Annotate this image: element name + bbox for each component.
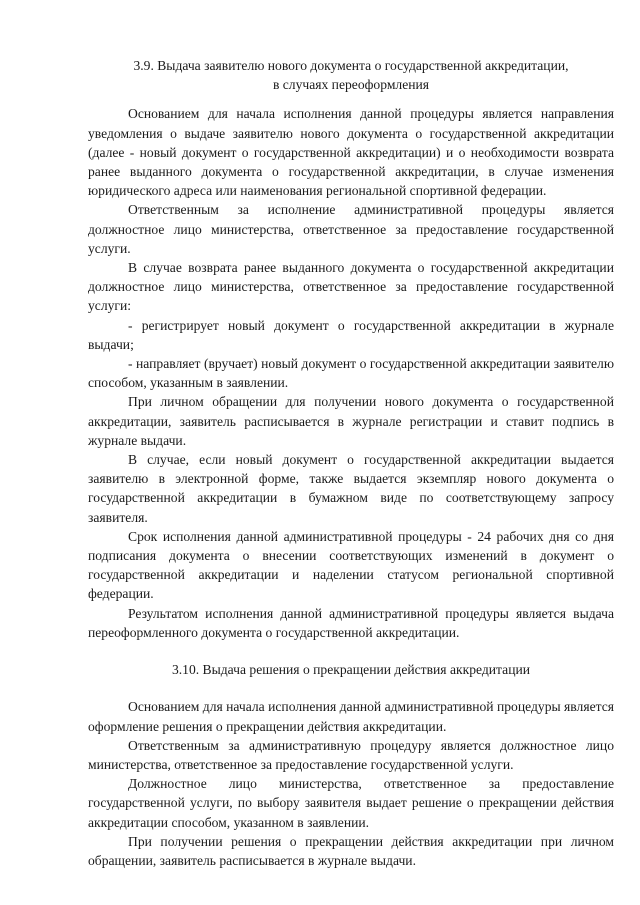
section-heading-3-9 [88, 56, 614, 94]
paragraph: В случае, если новый документ о государственной аккредитации выдается заявителю в электронной форме, также выдается экземпляр нового документа о государственной аккредитации в бумажном виде по соответствующему запросу заявителя. [88, 452, 614, 525]
paragraph: В случае возврата ранее выданного документа о государственной аккредитации должностное лицо министерства, ответственное за предоставление государственной услуги: [88, 260, 614, 314]
paragraph: При личном обращении для получении нового документа о государственной аккредитации, заявитель расписывается в журнале регистрации и ставит подпись в журнале выдачи. [88, 394, 614, 448]
section-heading-3-9-line1: 3.9. Выдача заявителю нового документа о государственной аккредитации, [133, 58, 569, 73]
paragraph: Ответственным за административную процедуру является должностное лицо министерства, ответственное за предоставление государственной услуги. [88, 737, 614, 772]
list-item: - направляет (вручает) новый документ о государственной аккредитации заявителю способом, указанным в заявлении. [88, 356, 614, 391]
section-heading-3-10: 3.10. Выдача решения о прекращении действия аккредитации [171, 662, 531, 678]
paragraph: Основанием для начала исполнения данной процедуры является направления уведомления о выдаче заявителю нового документа о государственной аккредитации (далее - новый документ о государственной аккредитации) и о необходимости возврата ранее выданного документа о государственной аккредитации, в случае изменения юридического адреса или наименования региональной спортивной федерации. [88, 106, 614, 199]
paragraph: Результатом исполнения данной административной процедуры является выдача переоформленного документа о государственной аккредитации. [88, 605, 614, 640]
section-heading-3-9-line2: в случаях переоформления [272, 77, 430, 93]
paragraph: При получении решения о прекращении действия аккредитации при личном обращении, заявитель расписывается в журнале выдачи. [88, 833, 614, 868]
list-item: - регистрирует новый документ о государственной аккредитации в журнале выдачи; [88, 317, 614, 352]
paragraph: Срок исполнения данной административной процедуры - 24 рабочих дня со дня подписания документа о внесении соответствующих изменений в документ о государственной аккредитации и наделении статусом региональной спортивной федерации. [88, 528, 614, 602]
paragraph: Ответственным за исполнение административной процедуры является должностное лицо министерства, ответственное за предоставление государственной услуги. [88, 202, 614, 256]
paragraph: Должностное лицо министерства, ответственное за предоставление государственной услуги, по выбору заявителя выдает решение о прекращении действия аккредитации способом, указанном в заявлении. [88, 776, 614, 830]
document-page [88, 56, 614, 870]
paragraph: Основанием для начала исполнения данной административной процедуры является оформление решения о прекращении действия аккредитации. [88, 699, 614, 734]
